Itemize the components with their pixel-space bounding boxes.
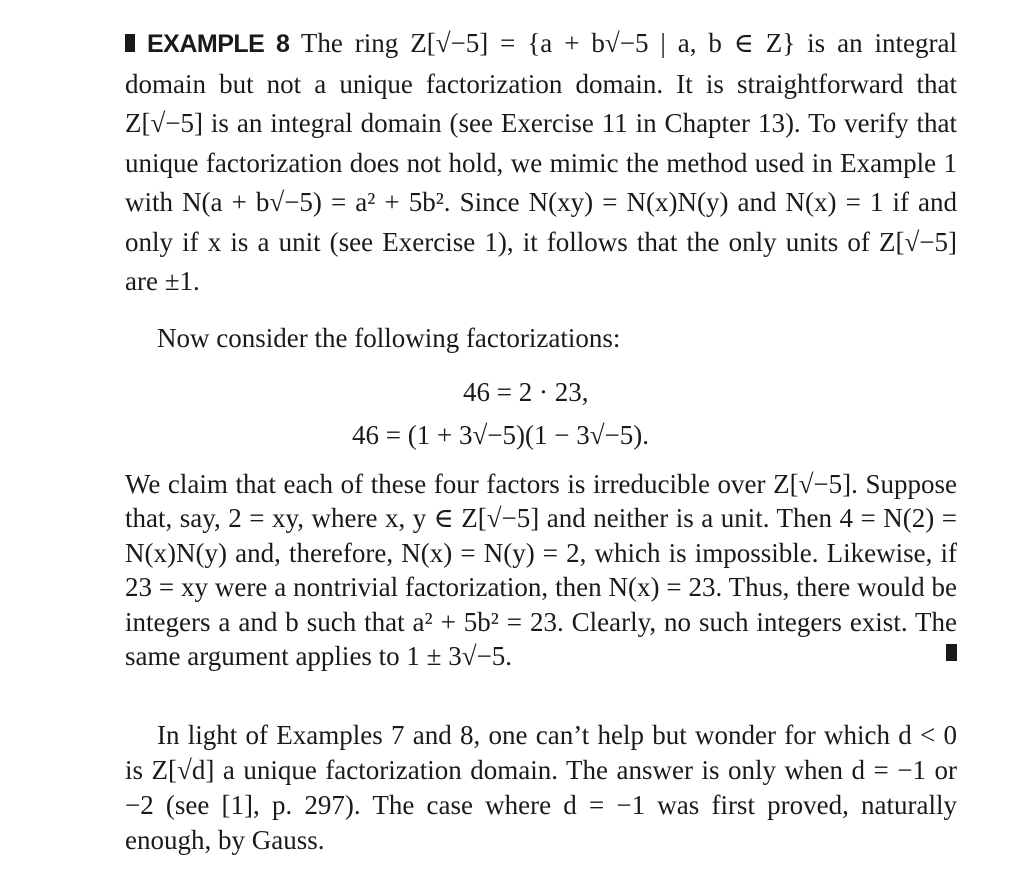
factorization-equations bbox=[125, 371, 957, 457]
irreducibility-argument: We claim that each of these four factors is irreducible over Z[√−5]. Suppose that, say, 2 = xy, where x, y ∈ Z[√−5] and neither is a unit. Then 4 = N(2) = N(x)N(y) and, therefore, N(x) = N(y) = 2, which is impossible. Likewise, if 23 = xy were a nontrivial factorization, then N(x) = 23. Thus, there would be integers a and b such that a² + 5b² = 23. Clearly, no such integers exist. The same argument applies to 1 ± 3√−5. bbox=[125, 468, 957, 671]
equation-1: 46 = 2 · 23, bbox=[463, 376, 589, 407]
equation-2: 46 = (1 + 3√−5)(1 − 3√−5). bbox=[352, 419, 649, 450]
end-of-proof-icon bbox=[946, 644, 957, 661]
end-of-proof-row bbox=[125, 674, 957, 680]
textbook-page bbox=[125, 24, 957, 858]
example-label: EXAMPLE 8 bbox=[147, 30, 290, 58]
example-paragraph bbox=[125, 24, 957, 302]
factorizations-lead-in: Now consider the following factorizations: bbox=[157, 322, 621, 353]
example-marker-icon bbox=[125, 34, 135, 52]
closing-paragraph: In light of Examples 7 and 8, one can’t help but wonder for which d < 0 is Z[√d] a unique factorization domain. The answer is only when d = −1 or −2 (see [1], p. 297). The case where d = −1 was first proved, naturally enough, by Gauss. bbox=[125, 719, 957, 855]
example-text: The ring Z[√−5] = {a + b√−5 | a, b ∈ Z} is an integral domain but not a unique factorization domain. It is straightforward that Z[√−5] is an integral domain (see Exercise 11 in Chapter 13). To verify that unique factorization does not hold, we mimic the method used in Example 1 with N(a + b√−5) = a² + 5b². Since N(xy) = N(x)N(y) and N(x) = 1 if and only if x is a unit (see Exercise 1), it follows that the only units of Z[√−5] are ±1. bbox=[125, 28, 958, 296]
